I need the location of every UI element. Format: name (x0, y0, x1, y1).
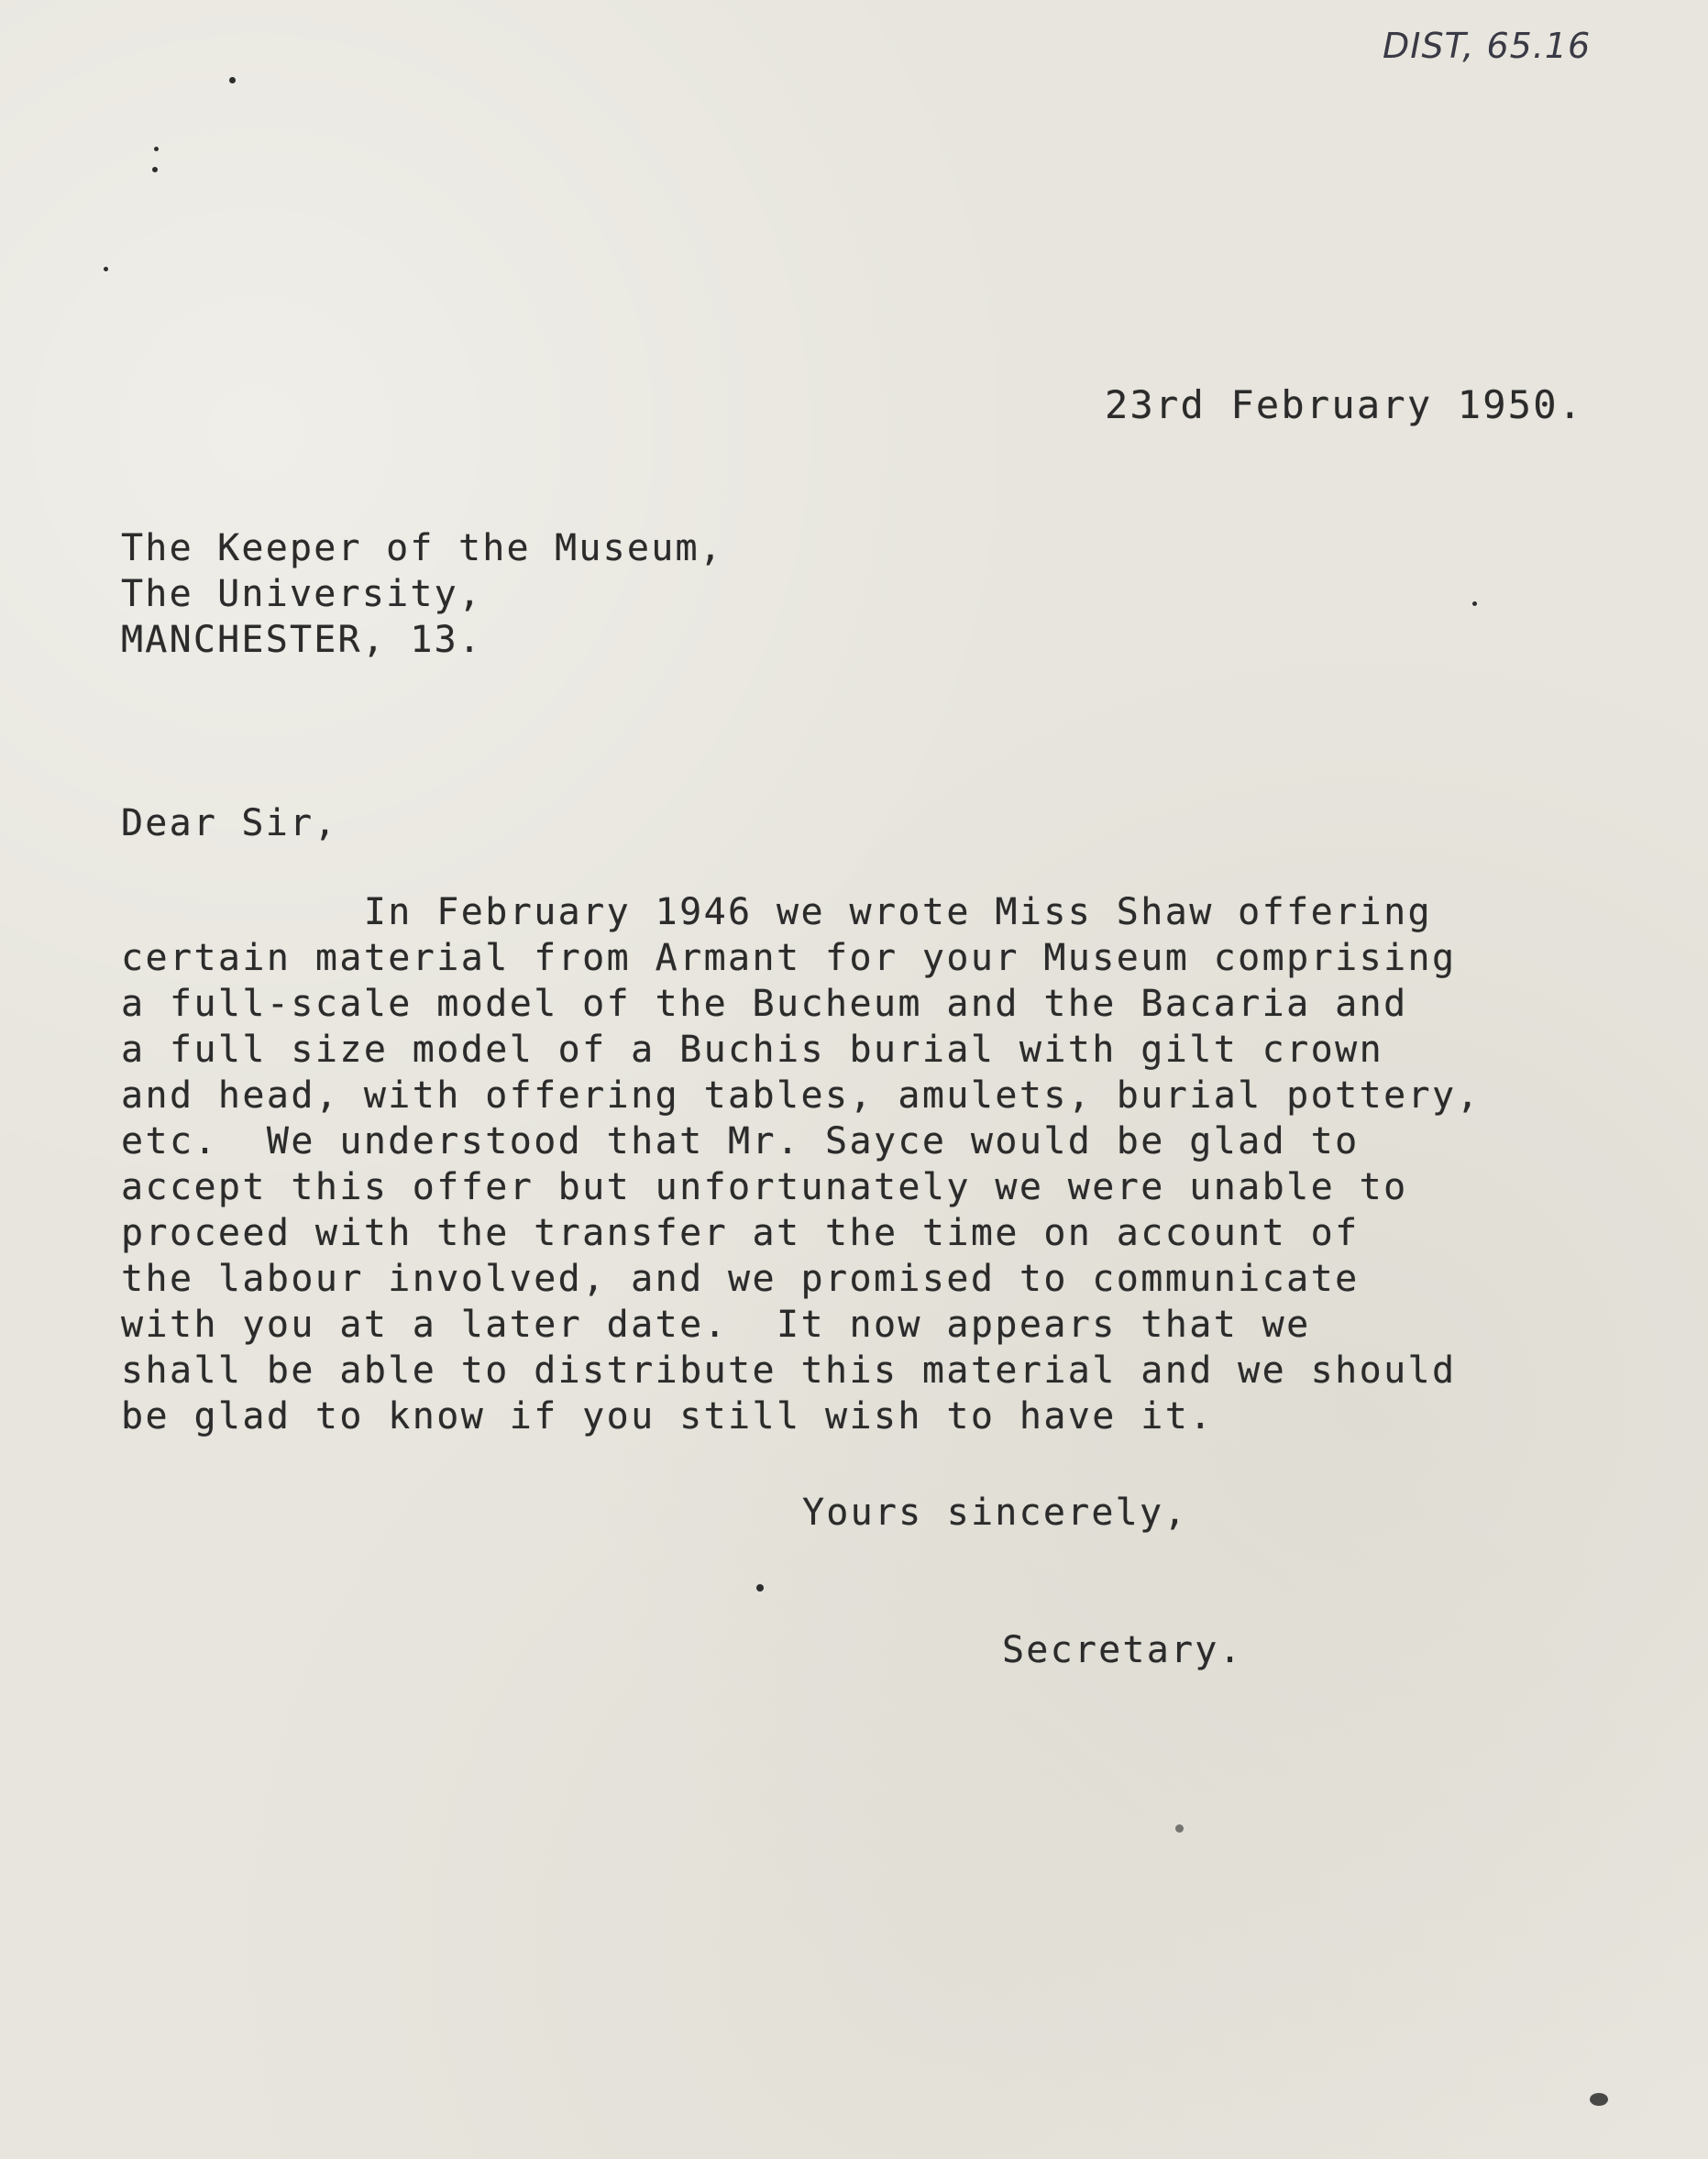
body-line: be glad to know if you still wish to have it. (121, 1395, 1214, 1437)
paper-speck (1472, 601, 1477, 606)
address-line: MANCHESTER, 13. (121, 619, 483, 661)
paper-speck (756, 1584, 764, 1592)
body-line: In February 1946 we wrote Miss Shaw offering (121, 891, 1433, 933)
address-line: The Keeper of the Museum, (121, 527, 724, 569)
body-line: and head, with offering tables, amulets, burial pottery, (121, 1074, 1481, 1117)
paper-speck (104, 267, 108, 271)
paper-speck (154, 147, 159, 151)
letter-date: 23rd February 1950. (1105, 382, 1584, 427)
body-line: etc. We understood that Mr. Sayce would be glad to (121, 1120, 1360, 1162)
paper-speck (229, 77, 236, 83)
closing: Yours sincerely, (802, 1492, 1188, 1534)
address-line: The University, (121, 573, 483, 615)
body-line: accept this offer but unfortunately we were unable to (121, 1166, 1408, 1208)
salutation: Dear Sir, (121, 802, 338, 844)
body-line: a full-scale model of the Bucheum and the Bacaria and (121, 983, 1408, 1025)
body-line: certain material from Armant for your Museum comprising (121, 937, 1457, 979)
body-line: the labour involved, and we promised to communicate (121, 1258, 1360, 1300)
paper-speck (152, 167, 158, 172)
paper-speck (1175, 1824, 1184, 1833)
body-line: a full size model of a Buchis burial with gilt crown (121, 1029, 1384, 1071)
letter-body (121, 889, 1481, 1439)
body-line: proceed with the transfer at the time on account of (121, 1212, 1360, 1254)
body-line: shall be able to distribute this material and we should (121, 1349, 1457, 1392)
signatory-title: Secretary. (1002, 1629, 1243, 1671)
handwritten-reference-note: DIST, 65.16 (1383, 26, 1592, 66)
recipient-address (121, 525, 723, 663)
body-line: with you at a later date. It now appears that we (121, 1304, 1311, 1346)
paper-speck (1590, 2093, 1608, 2106)
